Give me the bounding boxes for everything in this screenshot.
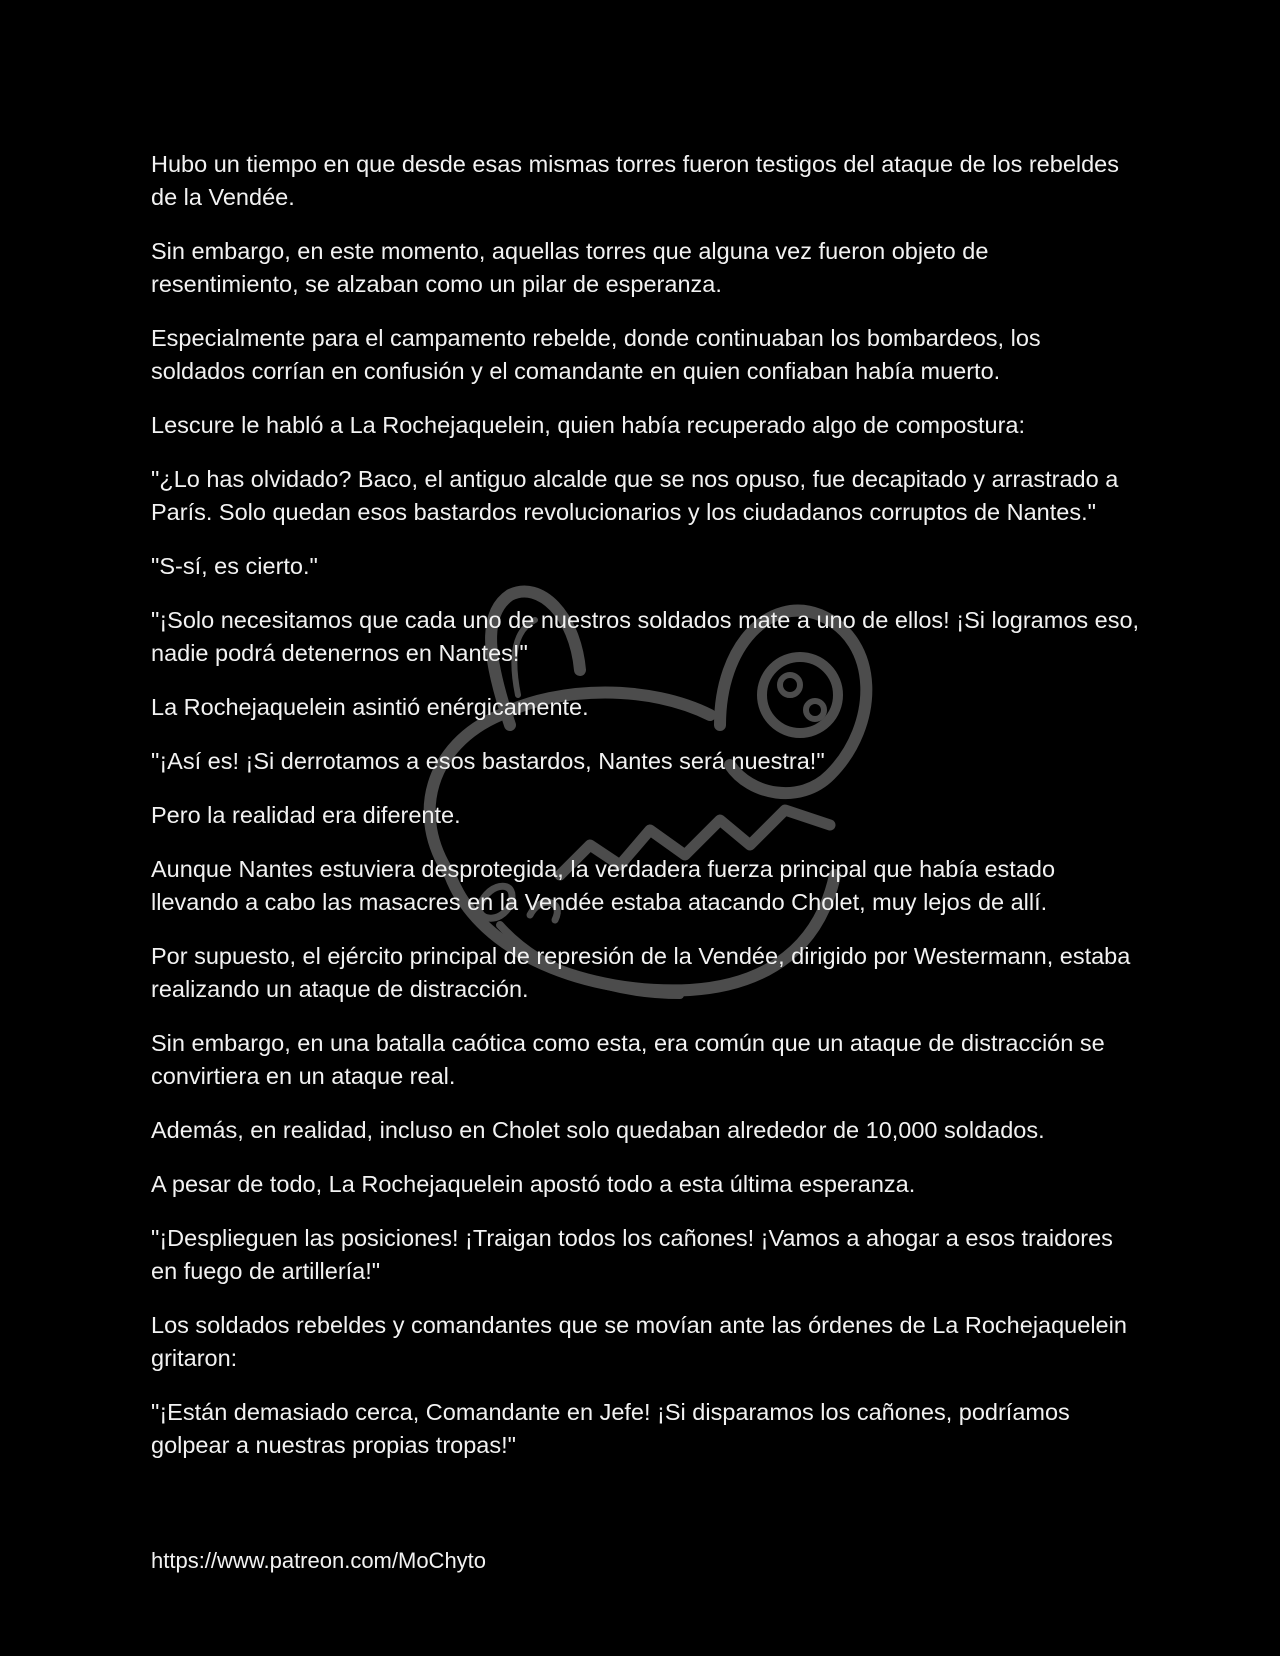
paragraph: "¡Están demasiado cerca, Comandante en Jefe! ¡Si disparamos los cañones, podríamos golpear a nuestras propias tropas!" bbox=[151, 1399, 1070, 1458]
paragraph: Aunque Nantes estuviera desprotegida, la verdadera fuerza principal que había estado llevando a cabo las masacres en la Vendée estaba atacando Cholet, muy lejos de allí. bbox=[151, 856, 1056, 915]
paragraph: Los soldados rebeldes y comandantes que se movían ante las órdenes de La Rochejaquelein gritaron: bbox=[151, 1312, 1127, 1371]
paragraph: Pero la realidad era diferente. bbox=[151, 802, 461, 828]
paragraph: Por supuesto, el ejército principal de represión de la Vendée, dirigido por Westermann, estaba realizando un ataque de distracción. bbox=[151, 943, 1131, 1002]
paragraph: "¿Lo has olvidado? Baco, el antiguo alcalde que se nos opuso, fue decapitado y arrastrado a París. Solo quedan esos bastardos revolucionarios y los ciudadanos corruptos de Nantes." bbox=[151, 466, 1119, 525]
paragraph: Especialmente para el campamento rebelde, donde continuaban los bombardeos, los soldados corrían en confusión y el comandante en quien confiaban había muerto. bbox=[151, 325, 1041, 384]
paragraph: Además, en realidad, incluso en Cholet solo quedaban alrededor de 10,000 soldados. bbox=[151, 1117, 1045, 1143]
paragraph: La Rochejaquelein asintió enérgicamente. bbox=[151, 694, 589, 720]
chapter-text bbox=[151, 148, 1141, 1483]
paragraph: Lescure le habló a La Rochejaquelein, quien había recuperado algo de compostura: bbox=[151, 412, 1026, 438]
paragraph: Sin embargo, en este momento, aquellas torres que alguna vez fueron objeto de resentimiento, se alzaban como un pilar de esperanza. bbox=[151, 238, 989, 297]
paragraph: "¡Solo necesitamos que cada uno de nuestros soldados mate a uno de ellos! ¡Si logramos eso, nadie podrá detenernos en Nantes!" bbox=[151, 607, 1140, 666]
paragraph: Hubo un tiempo en que desde esas mismas torres fueron testigos del ataque de los rebeldes de la Vendée. bbox=[151, 151, 1119, 210]
patreon-link[interactable]: https://www.patreon.com/MoChyto bbox=[151, 1548, 487, 1573]
paragraph: "¡Desplieguen las posiciones! ¡Traigan todos los cañones! ¡Vamos a ahogar a esos traidores en fuego de artillería!" bbox=[151, 1225, 1113, 1284]
paragraph: A pesar de todo, La Rochejaquelein apostó todo a esta última esperanza. bbox=[151, 1171, 916, 1197]
paragraph: "S-sí, es cierto." bbox=[151, 553, 318, 579]
paragraph: "¡Así es! ¡Si derrotamos a esos bastardos, Nantes será nuestra!" bbox=[151, 748, 825, 774]
paragraph: Sin embargo, en una batalla caótica como esta, era común que un ataque de distracción se convirtiera en un ataque real. bbox=[151, 1030, 1105, 1089]
